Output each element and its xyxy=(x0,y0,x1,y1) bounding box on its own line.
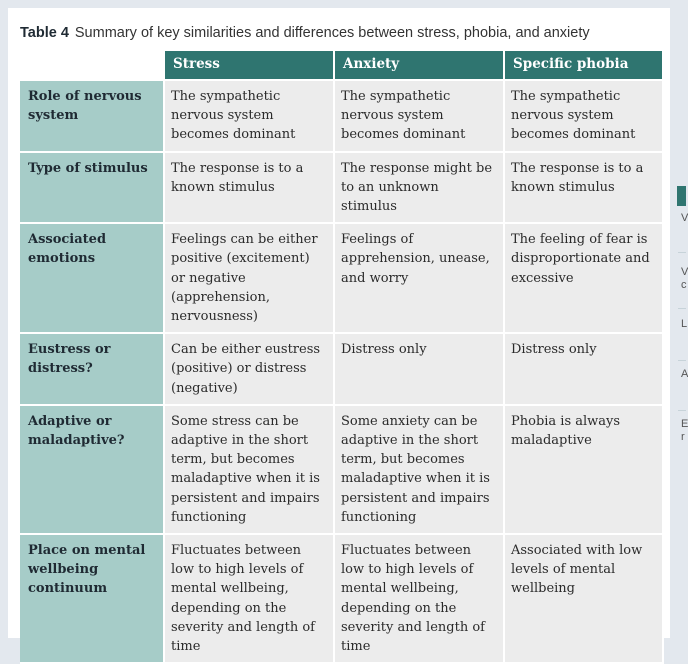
row-label: Adaptive or maladaptive? xyxy=(20,405,164,534)
adjacent-panel-text: A xyxy=(681,368,688,380)
table-cell: Feelings can be either positive (excitement) or negative (apprehension, nervousness) xyxy=(164,223,334,333)
adjacent-panel-tab xyxy=(677,186,686,206)
table-cell: The response might be to an unknown stimulus xyxy=(334,152,504,224)
table-cell: The response is to a known stimulus xyxy=(164,152,334,224)
adjacent-panel-text: r xyxy=(681,431,685,443)
table-cell: The feeling of fear is disproportionate and excessive xyxy=(504,223,663,333)
table-cell: Distress only xyxy=(504,333,663,405)
table-row xyxy=(20,223,663,333)
table-cell: The sympathetic nervous system becomes dominant xyxy=(164,80,334,152)
table-cell: Distress only xyxy=(334,333,504,405)
column-header-stress: Stress xyxy=(164,51,334,80)
column-header-specific-phobia: Specific phobia xyxy=(504,51,663,80)
table-caption xyxy=(20,25,590,41)
adjacent-panel-text: V xyxy=(681,266,688,278)
row-label: Place on mental wellbeing continuum xyxy=(20,534,164,663)
table-cell: Feelings of apprehension, unease, and worry xyxy=(334,223,504,333)
table-row xyxy=(20,152,663,224)
table-row xyxy=(20,333,663,405)
table-cell: Can be either eustress (positive) or distress (negative) xyxy=(164,333,334,405)
table-cell: Associated with low levels of mental wellbeing xyxy=(504,534,663,663)
table-cell: The response is to a known stimulus xyxy=(504,152,663,224)
table-cell: The sympathetic nervous system becomes dominant xyxy=(334,80,504,152)
table-cell: Fluctuates between low to high levels of mental wellbeing, depending on the severity and length of time xyxy=(164,534,334,663)
adjacent-panel-text: c xyxy=(681,279,687,291)
adjacent-panel-divider xyxy=(678,252,686,253)
adjacent-panel-divider xyxy=(678,360,686,361)
table-header-row xyxy=(20,51,663,80)
row-label: Eustress or distress? xyxy=(20,333,164,405)
row-label: Role of nervous system xyxy=(20,80,164,152)
table-cell: The sympathetic nervous system becomes dominant xyxy=(504,80,663,152)
table-cell: Fluctuates between low to high levels of mental wellbeing, depending on the severity and length of time xyxy=(334,534,504,663)
table-caption-text: Summary of key similarities and differences between stress, phobia, and anxiety xyxy=(74,25,590,41)
table-row xyxy=(20,405,663,534)
adjacent-panel-text: V xyxy=(681,212,688,224)
table-row xyxy=(20,80,663,152)
row-label: Associated emotions xyxy=(20,223,164,333)
table-row xyxy=(20,534,663,663)
adjacent-panel-text: L xyxy=(681,318,688,330)
document-page xyxy=(8,8,670,655)
adjacent-panel-divider xyxy=(678,410,686,411)
summary-table xyxy=(20,51,664,664)
table-header-corner xyxy=(20,51,164,80)
adjacent-panel-text: E xyxy=(681,418,688,430)
adjacent-panel-divider xyxy=(678,308,686,309)
row-label: Type of stimulus xyxy=(20,152,164,224)
column-header-anxiety: Anxiety xyxy=(334,51,504,80)
table-cell: Some stress can be adaptive in the short term, but becomes maladaptive when it is persistent and impairs functioning xyxy=(164,405,334,534)
table-caption-label: Table 4 xyxy=(20,25,69,41)
table-cell: Phobia is always maladaptive xyxy=(504,405,663,534)
table-cell: Some anxiety can be adaptive in the short term, but becomes maladaptive when it is persistent and impairs functioning xyxy=(334,405,504,534)
